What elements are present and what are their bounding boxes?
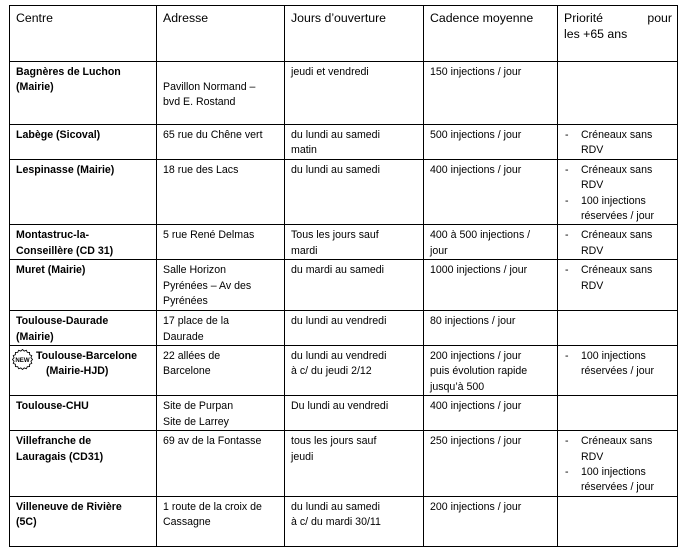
priorite-list (564, 163, 672, 225)
priorite-item (564, 163, 672, 194)
cell-adresse (157, 311, 285, 346)
cell-jours (285, 225, 424, 260)
jours-line: jeudi (291, 450, 314, 463)
jours-line: du mardi au samedi (291, 264, 385, 277)
adresse-line: 69 av de la Fontasse (163, 435, 262, 448)
table-row (10, 311, 678, 346)
centre-line: Labège (Sicoval) (16, 129, 101, 141)
priorite-line: réservées / jour (581, 210, 655, 223)
jours-line: Du lundi au vendredi (291, 400, 389, 413)
adresse-line: Pavillon Normand – (163, 81, 256, 93)
jours-line: matin (291, 144, 317, 157)
cell-priorite (558, 346, 678, 396)
jours-line: du lundi au vendredi (291, 315, 387, 328)
adresse-line: Pyrénées (163, 295, 208, 308)
header-priorite-word-1: Priorité (564, 11, 603, 25)
adresse-line: 22 allées de (163, 350, 221, 363)
cell-jours (285, 396, 424, 431)
priorite-line: - Créneaux sans (581, 264, 653, 277)
cell-priorite (558, 431, 678, 497)
cadence-line: jour (430, 244, 448, 257)
header-cadence-label: Cadence moyenne (430, 11, 534, 25)
cell-jours (285, 125, 424, 160)
cell-centre (10, 125, 157, 160)
new-badge-icon (12, 349, 33, 370)
table-row (10, 396, 678, 431)
centre-line: (5C) (16, 516, 37, 529)
priorite-line: réservées / jour (581, 481, 655, 494)
jours-line: Tous les jours sauf (291, 229, 379, 242)
table-row (10, 225, 678, 260)
cell-jours (285, 260, 424, 311)
table-row (10, 62, 678, 125)
cell-priorite (558, 396, 678, 431)
cell-adresse (157, 159, 285, 225)
cell-centre (10, 346, 157, 396)
cell-jours (285, 159, 424, 225)
cell-priorite (558, 225, 678, 260)
cell-jours (285, 62, 424, 125)
centre-name-wrap (16, 349, 151, 380)
cell-centre (10, 225, 157, 260)
cell-cadence (424, 311, 558, 346)
priorite-line: - Créneaux sans (581, 229, 653, 242)
cell-adresse (157, 225, 285, 260)
cell-priorite (558, 62, 678, 125)
centre-line: Toulouse-CHU (16, 400, 89, 413)
cell-priorite (558, 159, 678, 225)
cell-centre (10, 311, 157, 346)
cell-centre (10, 62, 157, 125)
adresse-line: 18 rue des Lacs (163, 163, 239, 176)
priorite-line: - 100 injections (581, 194, 646, 207)
table-row (10, 260, 678, 311)
cadence-line: 80 injections / jour (430, 315, 516, 328)
adresse-line: bvd E. Rostand (163, 96, 236, 109)
cell-centre (10, 431, 157, 497)
adresse-line: 17 place de la (163, 315, 229, 328)
cadence-line: 1000 injections / jour (430, 264, 528, 277)
jours-line: du lundi au vendredi (291, 350, 387, 363)
jours-line: tous les jours sauf (291, 435, 377, 448)
priorite-line: RDV (581, 244, 604, 257)
cell-centre (10, 396, 157, 431)
cell-cadence (424, 125, 558, 160)
adresse-line: Pyrénées – Av des (163, 279, 252, 292)
priorite-line: - Créneaux sans (581, 129, 653, 141)
cell-priorite (558, 496, 678, 546)
jours-line: jeudi et vendredi (291, 66, 369, 78)
cadence-line: 400 à 500 injections / (430, 229, 531, 242)
centre-line: (Mairie) (16, 330, 54, 343)
vaccination-centres-document (9, 5, 678, 547)
priorite-item (564, 465, 672, 496)
cell-adresse (157, 62, 285, 125)
cell-priorite (558, 260, 678, 311)
priorite-item (564, 128, 672, 159)
priorite-line: - Créneaux sans (581, 163, 653, 176)
priorite-item (564, 194, 672, 225)
cadence-line: 200 injections / jour (430, 350, 522, 363)
adresse-line: Salle Horizon (163, 264, 227, 277)
cadence-line: 400 injections / jour (430, 163, 522, 176)
adresse-line: Daurade (163, 330, 204, 343)
priorite-list (564, 434, 672, 496)
header-adresse-label: Adresse (163, 11, 209, 25)
cell-cadence (424, 62, 558, 125)
cell-jours (285, 346, 424, 396)
cell-priorite (558, 311, 678, 346)
jours-line: du lundi au samedi (291, 500, 380, 513)
cell-cadence (424, 431, 558, 497)
cell-cadence (424, 159, 558, 225)
priorite-line: RDV (581, 450, 604, 463)
centre-line: Toulouse-Barcelone (36, 350, 138, 363)
cell-jours (285, 431, 424, 497)
adresse-line: 5 rue René Delmas (163, 229, 255, 242)
table-row (10, 496, 678, 546)
header-centre (10, 6, 157, 62)
cell-centre (10, 496, 157, 546)
cell-cadence (424, 225, 558, 260)
jours-line: à c/ du jeudi 2/12 (291, 365, 372, 378)
cell-centre (10, 159, 157, 225)
adresse-line: 65 rue du Chêne vert (163, 129, 263, 141)
header-cadence (424, 6, 558, 62)
header-centre-label: Centre (16, 11, 53, 25)
cell-jours (285, 496, 424, 546)
cadence-line: puis évolution rapide (430, 365, 528, 378)
vaccination-centres-table (9, 5, 678, 547)
cadence-line: 150 injections / jour (430, 66, 522, 78)
jours-line: du lundi au samedi (291, 163, 380, 176)
priorite-line: RDV (581, 179, 604, 192)
table-row (10, 431, 678, 497)
cell-adresse (157, 396, 285, 431)
header-priorite-word-2: pour (647, 11, 672, 25)
centre-line: Muret (Mairie) (16, 264, 86, 277)
table-row (10, 346, 678, 396)
cell-cadence (424, 496, 558, 546)
cell-cadence (424, 346, 558, 396)
priorite-item (564, 434, 672, 465)
cell-adresse (157, 496, 285, 546)
new-badge-label: NEW (15, 357, 30, 365)
centre-line: Villefranche de (16, 435, 92, 448)
table-header-row (10, 6, 678, 62)
adresse-line: Site de Larrey (163, 415, 229, 428)
adresse-line: Site de Purpan (163, 400, 234, 413)
priorite-line: RDV (581, 279, 604, 292)
cell-priorite (558, 125, 678, 160)
cadence-line: 250 injections / jour (430, 435, 522, 448)
header-jours-label: Jours d’ouverture (291, 11, 387, 25)
header-priorite-word-3: les +65 ans (564, 26, 628, 41)
cadence-line: 400 injections / jour (430, 400, 522, 413)
cell-centre (10, 260, 157, 311)
cadence-line: 200 injections / jour (430, 500, 522, 513)
priorite-list (564, 263, 672, 294)
cell-adresse (157, 260, 285, 311)
jours-line: du lundi au samedi (291, 129, 380, 141)
cell-cadence (424, 396, 558, 431)
header-priorite (558, 6, 678, 62)
table-row (10, 125, 678, 160)
cell-adresse (157, 346, 285, 396)
adresse-line: 1 route de la croix de (163, 500, 262, 513)
cell-adresse (157, 431, 285, 497)
cadence-line: jusqu’à 500 (430, 380, 485, 393)
cell-cadence (424, 260, 558, 311)
cadence-line: 500 injections / jour (430, 129, 522, 141)
centre-line: (Mairie-HJD) (46, 365, 109, 378)
cell-adresse (157, 125, 285, 160)
centre-line: Lauragais (CD31) (16, 450, 104, 463)
centre-line: (Mairie) (16, 81, 54, 94)
priorite-list (564, 349, 672, 380)
cell-jours (285, 311, 424, 346)
centre-line: Villeneuve de Rivière (16, 500, 122, 513)
priorite-list (564, 228, 672, 259)
centre-line: Toulouse-Daurade (16, 315, 109, 328)
centre-line: Bagnères de Luchon (16, 66, 121, 78)
jours-line: mardi (291, 244, 318, 257)
jours-line: à c/ du mardi 30/11 (291, 516, 381, 529)
priorite-line: - 100 injections (581, 350, 646, 363)
header-adresse (157, 6, 285, 62)
priorite-item (564, 349, 672, 380)
centre-line: Lespinasse (Mairie) (16, 163, 115, 176)
priorite-item (564, 228, 672, 259)
priorite-item (564, 263, 672, 294)
centre-line: Conseillère (CD 31) (16, 244, 114, 257)
priorite-line: - Créneaux sans (581, 435, 653, 448)
priorite-line: - 100 injections (581, 465, 646, 478)
adresse-line: Cassagne (163, 516, 211, 529)
priorite-line: réservées / jour (581, 365, 655, 378)
centre-line: Montastruc-la- (16, 229, 89, 242)
priorite-line: RDV (581, 144, 604, 157)
priorite-list (564, 128, 672, 159)
adresse-line: Barcelone (163, 365, 211, 378)
table-row (10, 159, 678, 225)
header-jours (285, 6, 424, 62)
